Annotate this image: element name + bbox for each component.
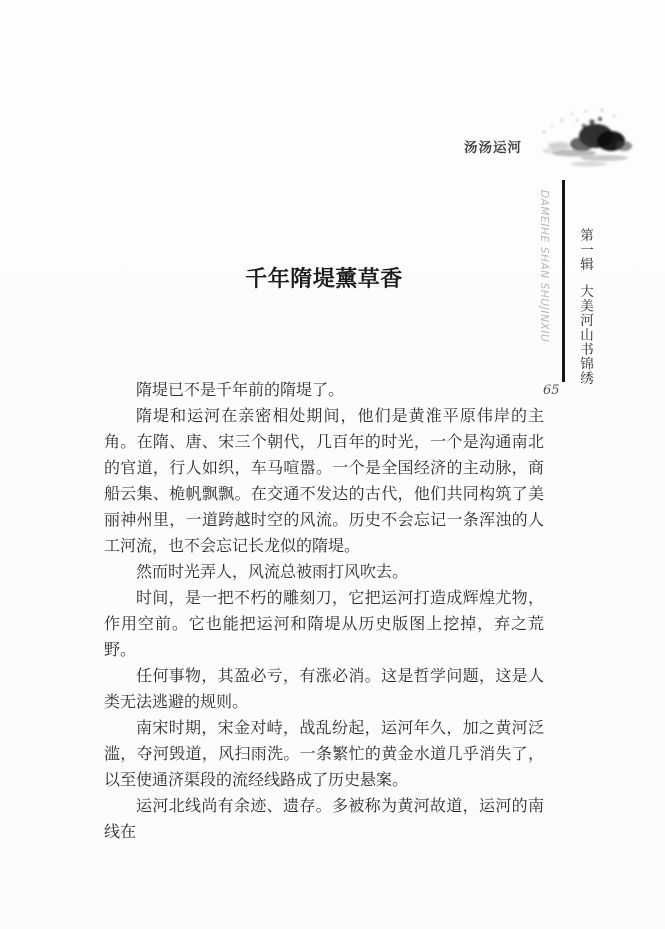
series-title-vertical [575, 228, 595, 385]
series-book-title: 大美河山书锦绣 [577, 283, 593, 385]
series-pinyin-vertical: DAMEIHE SHAN SHUJINXIU [538, 190, 550, 343]
article-title: 千年隋堤薰草香 [245, 266, 403, 292]
paragraph-5: 任何事物，其盈必亏，有涨必消。这是哲学问题，这是人类无法逃避的规则。 [104, 666, 544, 711]
paragraph-3: 然而时光弄人，风流总被雨打风吹去。 [136, 562, 409, 581]
paragraph-2: 隋堤和运河在亲密相处期间，他们是黄淮平原伟岸的主角。在隋、唐、宋三个朝代，几百年的时光，一个是沟通南北的官道，行人如织，车马喧嚣。一个是全国经济的主动脉，商船云集、桅帆飘飘。在交通不发达的古代，他们共同构筑了美丽神州里，一道跨越时空的风流。历史不会忘记一条浑浊的人工河流，也不会忘记长龙似的隋堤。 [104, 406, 544, 555]
ink-painting-icon [514, 106, 636, 172]
page-number: 65 [543, 383, 560, 398]
sidebar-vertical-rule [562, 180, 565, 382]
paragraph-1: 隋堤已不是千年前的隋堤了。 [136, 380, 345, 399]
paragraph-6: 南宋时期，宋金对峙，战乱纷起，运河年久，加之黄河泛滥，夺河毁道，风扫雨洗。一条繁忙的黄金水道几乎消失了，以至使通济渠段的流经线路成了历史悬案。 [104, 718, 544, 789]
series-volume-label: 第一辑 [577, 228, 593, 272]
running-head-title: 汤汤运河 [464, 140, 522, 156]
article-body [104, 377, 544, 845]
paragraph-7: 运河北线尚有余迹、遗存。多被称为黄河故道，运河的南线在 [104, 796, 544, 841]
paragraph-4: 时间，是一把不朽的雕刻刀，它把运河打造成辉煌尤物，作用空前。它也能把运河和隋堤从历史版图上挖掉，弃之荒野。 [104, 588, 544, 659]
